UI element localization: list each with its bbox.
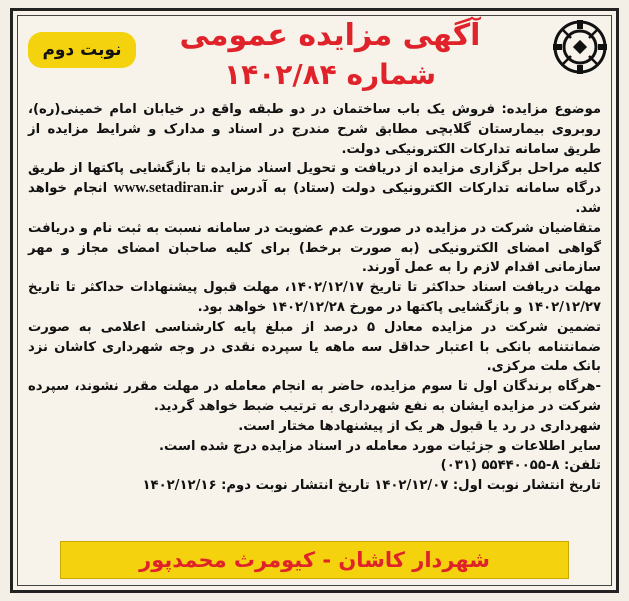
rights-paragraph: شهرداری در رد یا قبول هر یک از پیشنهادها مختار است. xyxy=(238,418,601,434)
edition-badge: نوبت دوم xyxy=(28,32,136,68)
procedure-text: کلیه مراحل برگزاری مزایده از دریافت و تحویل اسناد مزایده تا بازگشایی پاکتها از طریق درگاه سامانه تدارکات الکترونیکی دولت (ستاد) به آدرس xyxy=(28,161,602,197)
publish-dates-line: تاریخ انتشار نوبت اول: ۱۴۰۲/۱۲/۰۷ تاریخ انتشار نوبت دوم: ۱۴۰۲/۱۲/۱۶ xyxy=(142,478,601,494)
procedure-text-end: انجام خواهد شد. xyxy=(28,181,601,216)
municipality-emblem-icon xyxy=(551,18,609,76)
winners-paragraph: -هرگاه برندگان اول تا سوم مزایده، حاضر به انجام معامله در مهلت مقرر نشوند، سپرده شرکت در مزایده ایشان به نفع شهرداری به ترتیب ضبط خواهد گردید. xyxy=(28,379,601,414)
mayor-signature-banner: شهردار کاشان - کیومرث محمدپور xyxy=(60,541,569,579)
guarantee-paragraph: تضمین شرکت در مزایده معادل ۵ درصد از مبلغ پایه کارشناسی اعلامی به صورت ضمانتنامه بانکی با اعتبار حداقل سه ماهه یا سپرده نقدی در وجه شهرداری کاشان نزد بانک ملت مرکزی. xyxy=(28,319,601,375)
setad-link[interactable]: www.setadiran.ir xyxy=(113,180,224,197)
procedure-paragraph xyxy=(28,159,601,218)
details-paragraph: سایر اطلاعات و جزئیات مورد معامله در اسناد مزایده درج شده است. xyxy=(159,438,601,454)
ad-title: آگهی مزایده عمومی xyxy=(179,18,481,53)
ad-number: شماره ۱۴۰۲/۸۴ xyxy=(224,58,436,91)
phone-line: تلفن: ۸-۵۵۴۴۰۰۵۵ (۰۳۱) xyxy=(440,458,601,474)
subject-paragraph: موضوع مزایده: فروش یک باب ساختمان در دو طبقه واقع در خیابان امام خمینی(ره)، روبروی بیمارستان گلابچی مطابق شرح مندرج در اسناد و مدارک و شرایط مزایده از طریق سامانه تدارکات الکترونیکی دولت. xyxy=(28,102,601,157)
ad-body xyxy=(28,100,601,496)
registration-paragraph: متقاضیان شرکت در مزایده در صورت عدم عضویت در سامانه نسبت به ثبت نام و دریافت گواهی امضای الکترونیکی (به صورت برخط) برای کلیه صاحبان امضای مجاز و مهر سازمانی اقدام لازم را به عمل آورند. xyxy=(28,220,601,276)
deadlines-paragraph: مهلت دریافت اسناد حداکثر تا تاریخ ۱۴۰۲/۱۲/۱۷، مهلت قبول پیشنهادات حداکثر تا تاریخ ۱۴۰۲/۱۲/۲۷ و بازگشایی پاکتها در مورخ ۱۴۰۲/۱۲/۲۸ خواهد بود. xyxy=(28,280,601,315)
